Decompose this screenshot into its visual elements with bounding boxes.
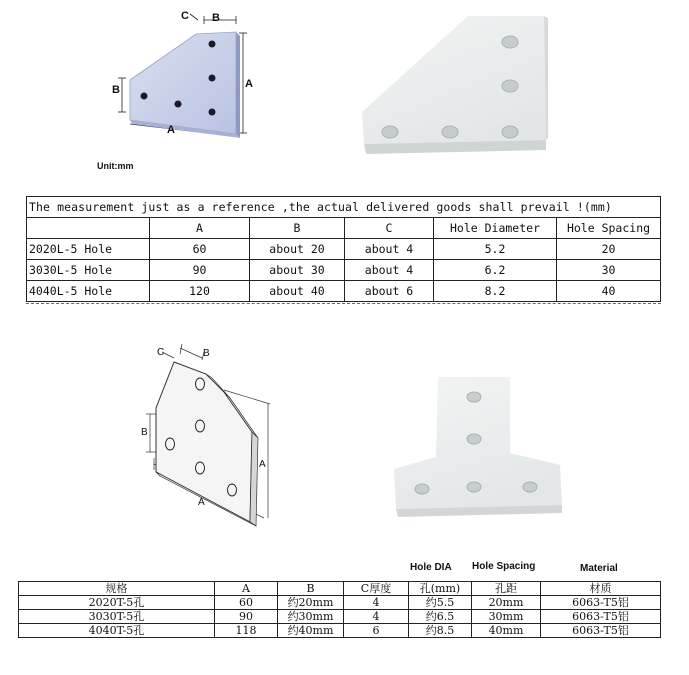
cell-hole-distance: 40mm bbox=[472, 624, 541, 638]
cell-hole-distance: 30mm bbox=[472, 610, 541, 624]
dim-label-a-bottom: A bbox=[167, 124, 175, 136]
t-dim-label-b-left: B bbox=[141, 427, 148, 438]
hole-dia-label: Hole DIA bbox=[410, 562, 452, 573]
cell-material: 6063-T5铝 bbox=[541, 624, 661, 638]
cell-thickness: 4 bbox=[344, 596, 409, 610]
cell-b: 约20mm bbox=[278, 596, 344, 610]
cell-model: 2020L-5 Hole bbox=[27, 239, 150, 260]
table-row bbox=[27, 281, 661, 302]
cell-thickness: 4 bbox=[344, 610, 409, 624]
cell-thickness: 6 bbox=[344, 624, 409, 638]
cell-hole-diameter: 5.2 bbox=[434, 239, 557, 260]
cell-model: 4040L-5 Hole bbox=[27, 281, 150, 302]
cell-b: about 40 bbox=[250, 281, 345, 302]
cell-a: 118 bbox=[215, 624, 278, 638]
cell-hole-distance: 20mm bbox=[472, 596, 541, 610]
t-plate-photo bbox=[392, 375, 564, 517]
header-cell-hole: 孔(mm) bbox=[409, 582, 472, 596]
material-label: Material bbox=[580, 563, 618, 574]
l-plate-photo bbox=[358, 12, 558, 164]
cell-hole-diameter: 8.2 bbox=[434, 281, 557, 302]
header-cell-b: B bbox=[250, 218, 345, 239]
cell-a: 120 bbox=[150, 281, 250, 302]
cell-hole: 约6.5 bbox=[409, 610, 472, 624]
header-cell-hole-distance: 孔距 bbox=[472, 582, 541, 596]
cell-b: about 20 bbox=[250, 239, 345, 260]
table-note: The measurement just as a reference ,the actual delivered goods shall prevail !(mm) bbox=[27, 197, 661, 218]
cell-b: 约30mm bbox=[278, 610, 344, 624]
cell-spec: 2020T-5孔 bbox=[19, 596, 215, 610]
header-cell bbox=[27, 218, 150, 239]
table-row bbox=[19, 624, 661, 638]
table-row bbox=[19, 610, 661, 624]
header-cell-b: B bbox=[278, 582, 344, 596]
table-note-row bbox=[27, 197, 661, 218]
table-row bbox=[19, 596, 661, 610]
hole-spacing-label: Hole Spacing bbox=[472, 561, 536, 572]
t-plate-diagram bbox=[140, 340, 280, 530]
cell-hole-spacing: 40 bbox=[557, 281, 661, 302]
cell-model: 3030L-5 Hole bbox=[27, 260, 150, 281]
cell-c: about 6 bbox=[345, 281, 434, 302]
cell-hole-spacing: 20 bbox=[557, 239, 661, 260]
table-row bbox=[27, 260, 661, 281]
header-cell-a: A bbox=[215, 582, 278, 596]
dim-label-a-right: A bbox=[245, 78, 253, 90]
cell-a: 90 bbox=[150, 260, 250, 281]
cell-a: 90 bbox=[215, 610, 278, 624]
table-row bbox=[27, 239, 661, 260]
cell-hole: 约8.5 bbox=[409, 624, 472, 638]
cell-material: 6063-T5铝 bbox=[541, 610, 661, 624]
cell-a: 60 bbox=[150, 239, 250, 260]
dim-label-b-left: B bbox=[112, 84, 120, 96]
cell-c: about 4 bbox=[345, 239, 434, 260]
cell-c: about 4 bbox=[345, 260, 434, 281]
l-plate-diagram bbox=[108, 8, 268, 148]
cell-b: 约40mm bbox=[278, 624, 344, 638]
cell-hole-diameter: 6.2 bbox=[434, 260, 557, 281]
header-cell-hole-diameter: Hole Diameter bbox=[434, 218, 557, 239]
t-plate-spec-table bbox=[18, 581, 661, 638]
t-dim-label-b-top: B bbox=[203, 348, 210, 359]
header-cell-c: C bbox=[345, 218, 434, 239]
header-cell-spec: 规格 bbox=[19, 582, 215, 596]
t-dim-label-c: C bbox=[157, 347, 165, 358]
cell-hole-spacing: 30 bbox=[557, 260, 661, 281]
cell-hole: 约5.5 bbox=[409, 596, 472, 610]
header-cell-hole-spacing: Hole Spacing bbox=[557, 218, 661, 239]
header-cell-a: A bbox=[150, 218, 250, 239]
header-cell-thickness: C厚度 bbox=[344, 582, 409, 596]
dim-label-b-top: B bbox=[212, 12, 220, 24]
t-dim-label-a-bottom: A bbox=[198, 497, 205, 508]
table-bottom-divider bbox=[26, 303, 661, 304]
unit-label: Unit:mm bbox=[97, 161, 134, 171]
cell-spec: 3030T-5孔 bbox=[19, 610, 215, 624]
cell-material: 6063-T5铝 bbox=[541, 596, 661, 610]
header-cell-material: 材质 bbox=[541, 582, 661, 596]
table-header-row bbox=[19, 582, 661, 596]
t-dim-label-a-right: A bbox=[259, 459, 266, 470]
dim-label-c: C bbox=[181, 10, 189, 22]
cell-b: about 30 bbox=[250, 260, 345, 281]
l-plate-spec-table bbox=[26, 196, 661, 302]
cell-a: 60 bbox=[215, 596, 278, 610]
table-header-row bbox=[27, 218, 661, 239]
cell-spec: 4040T-5孔 bbox=[19, 624, 215, 638]
